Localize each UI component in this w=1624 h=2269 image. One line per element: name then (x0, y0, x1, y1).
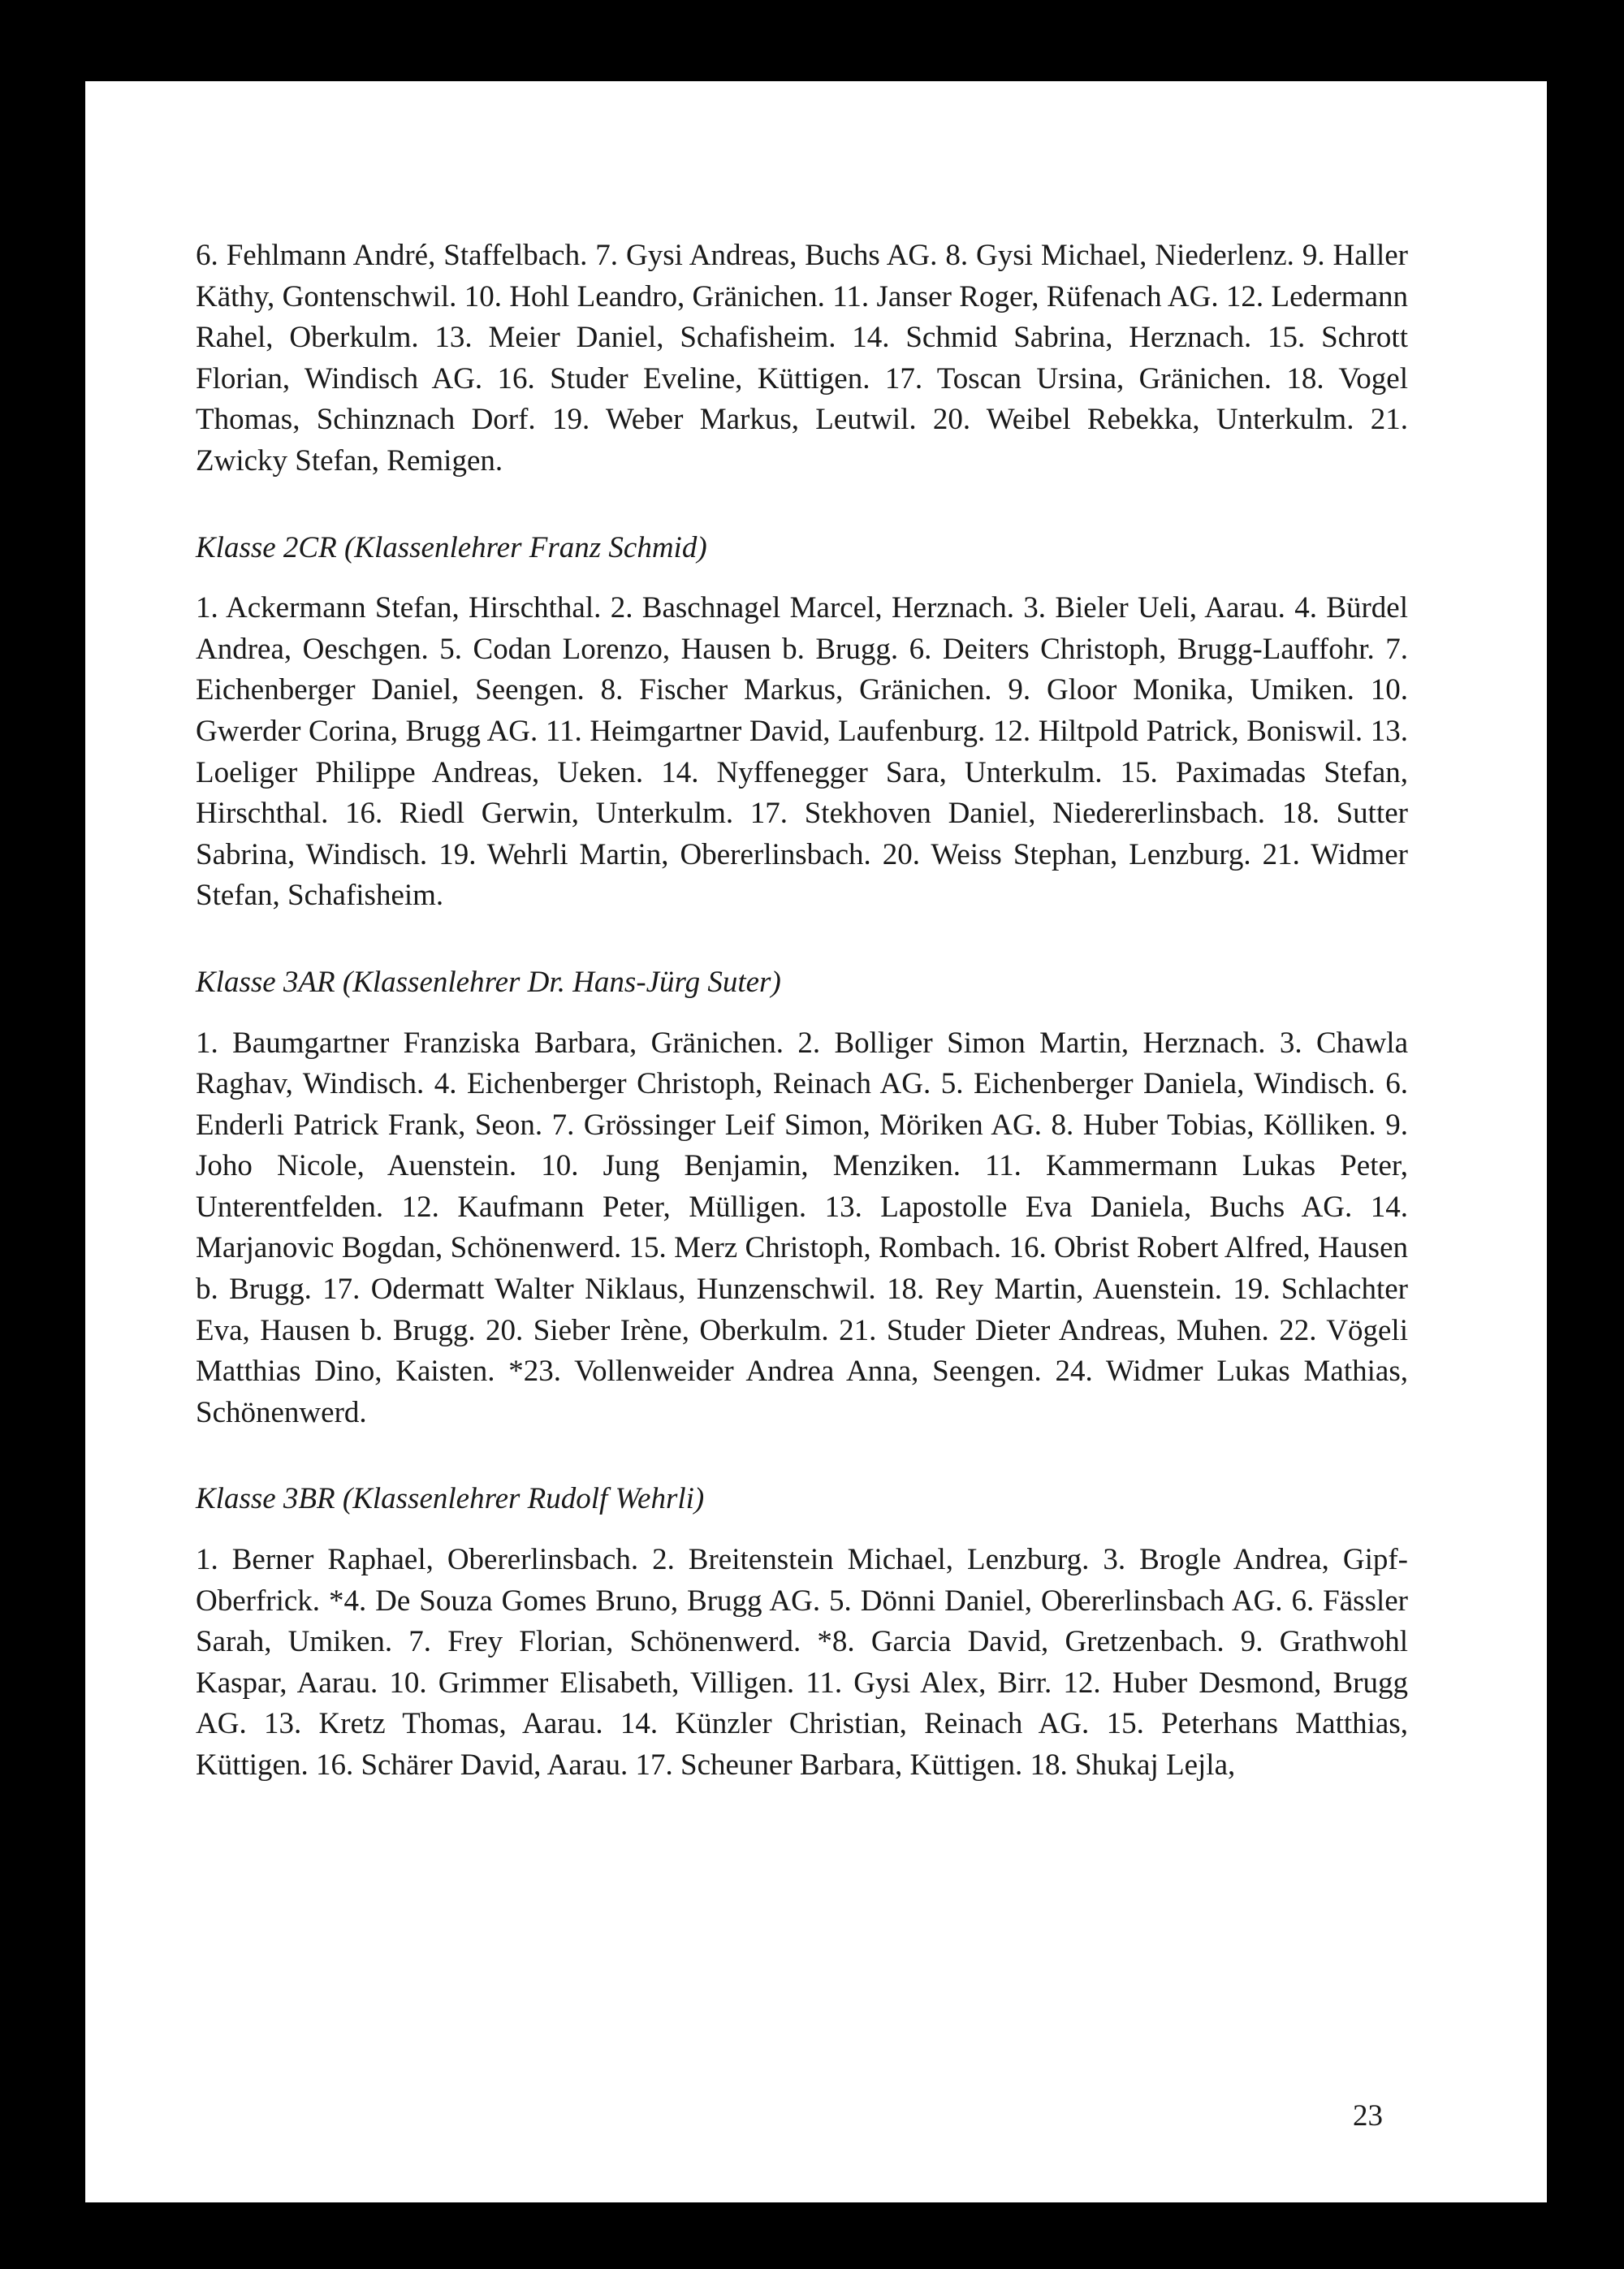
student-list-klasse-3ar: 1. Baumgartner Franziska Barbara, Gränichen. 2. Bolliger Simon Martin, Herznach. 3. Chawla Raghav, Windisch. 4. Eichenberger Christoph, Reinach AG. 5. Eichenberger Daniela, Windisch. 6. Enderli Patrick Frank, Seon. 7. Grössinger Leif Simon, Möriken AG. 8. Huber Tobias, Kölliken. 9. Joho Nicole, Auenstein. 10. Jung Benjamin, Menziken. 11. Kammermann Lukas Peter, Unterentfelden. 12. Kaufmann Peter, Mülligen. 13. Lapostolle Eva Daniela, Buchs AG. 14. Marjanovic Bogdan, Schönenwerd. 15. Merz Christoph, Rombach. 16. Obrist Robert Alfred, Hausen b. Brugg. 17. Odermatt Walter Niklaus, Hunzenschwil. 18. Rey Martin, Auenstein. 19. Schlachter Eva, Hausen b. Brugg. 20. Sieber Irène, Oberkulm. 21. Studer Dieter Andreas, Muhen. 22. Vögeli Matthias Dino, Kaisten. *23. Vollenweider Andrea Anna, Seengen. 24. Widmer Lukas Mathias, Schönenwerd. (196, 1026, 1408, 1429)
student-list-klasse-2cr: 1. Ackermann Stefan, Hirschthal. 2. Baschnagel Marcel, Herznach. 3. Bieler Ueli, Aarau. 4. Bürdel Andrea, Oeschgen. 5. Codan Lorenzo, Hausen b. Brugg. 6. Deiters Christoph, Brugg-Lauffohr. 7. Eichenberger Daniel, Seengen. 8. Fischer Markus, Gränichen. 9. Gloor Monika, Umiken. 10. Gwerder Corina, Brugg AG. 11. Heimgartner David, Laufenburg. 12. Hiltpold Patrick, Boniswil. 13. Loeliger Philippe Andreas, Ueken. 14. Nyffenegger Sara, Unterkulm. 15. Paximadas Stefan, Hirschthal. 16. Riedl Gerwin, Unterkulm. 17. Stekhoven Daniel, Niedererlinsbach. 18. Sutter Sabrina, Windisch. 19. Wehrli Martin, Obererlinsbach. 20. Weiss Stephan, Lenzburg. 21. Widmer Stefan, Schafisheim. (196, 591, 1408, 913)
student-list-klasse-3br: 1. Berner Raphael, Obererlinsbach. 2. Breitenstein Michael, Lenzburg. 3. Brogle Andrea, Gipf-Oberfrick. *4. De Souza Gomes Bruno, Brugg AG. 5. Dönni Daniel, Obererlinsbach AG. 6. Fässler Sarah, Umiken. 7. Frey Florian, Schönenwerd. *8. Garcia David, Gretzenbach. 9. Grathwohl Kaspar, Aarau. 10. Grimmer Elisabeth, Villigen. 11. Gysi Alex, Birr. 12. Huber Desmond, Brugg AG. 13. Kretz Thomas, Aarau. 14. Künzler Christian, Reinach AG. 15. Peterhans Matthias, Küttigen. 16. Schärer David, Aarau. 17. Scheuner Barbara, Küttigen. 18. Shukaj Lejla, (196, 1543, 1408, 1782)
section-heading-klasse-3ar: Klasse 3AR (Klassenlehrer Dr. Hans-Jürg Suter) (196, 965, 781, 999)
document-page (85, 81, 1547, 2202)
section-heading-klasse-2cr: Klasse 2CR (Klassenlehrer Franz Schmid) (196, 530, 707, 564)
continuation-paragraph: 6. Fehlmann André, Staffelbach. 7. Gysi Andreas, Buchs AG. 8. Gysi Michael, Niederlenz. 9. Haller Käthy, Gontenschwil. 10. Hohl Leandro, Gränichen. 11. Janser Roger, Rüfenach AG. 12. Ledermann Rahel, Oberkulm. 13. Meier Daniel, Schafisheim. 14. Schmid Sabrina, Herznach. 15. Schrott Florian, Windisch AG. 16. Studer Eveline, Küttigen. 17. Toscan Ursina, Gränichen. 18. Vogel Thomas, Schinznach Dorf. 19. Weber Markus, Leutwil. 20. Weibel Rebekka, Unterkulm. 21. Zwicky Stefan, Remigen. (196, 239, 1408, 478)
section-heading-klasse-3br: Klasse 3BR (Klassenlehrer Rudolf Wehrli) (196, 1482, 705, 1516)
page-number: 23 (1353, 2099, 1383, 2133)
page-content (196, 236, 1408, 1787)
